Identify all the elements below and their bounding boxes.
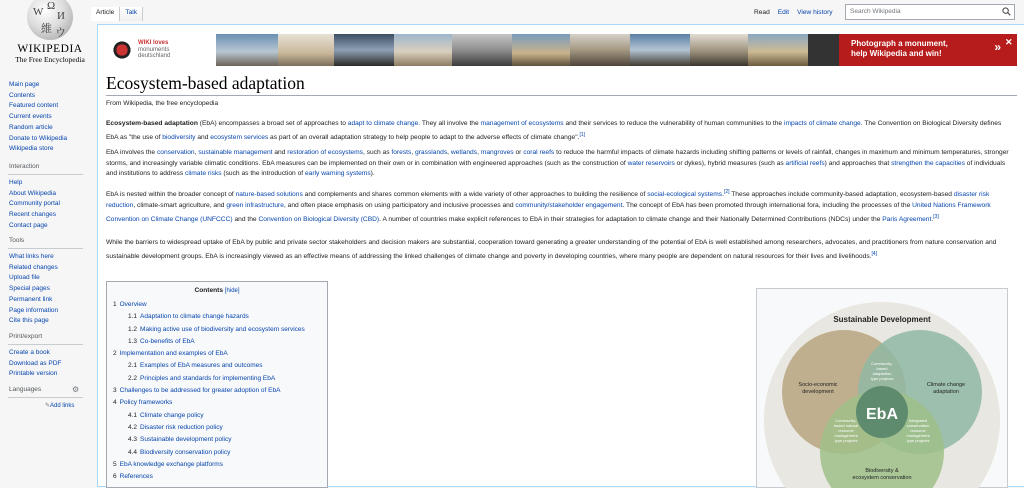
text: and	[272, 149, 288, 156]
toc-item-link[interactable]: Biodiversity conservation policy	[140, 448, 231, 456]
citation-link[interactable]: [2]	[723, 189, 730, 195]
text: and their services to reduce the vulnerability of human communities to the	[563, 120, 784, 127]
link-coral-reefs[interactable]: coral reefs	[523, 149, 555, 156]
venn-top-mid-3: adaptation	[872, 371, 892, 376]
toc-item-link[interactable]: Challenges to be addressed for greater adoption of EbA	[119, 387, 281, 395]
toc-item[interactable]	[113, 385, 321, 397]
toc-item-number: 1.2	[128, 325, 138, 333]
languages-portal	[9, 386, 97, 412]
text: . They all involve the	[418, 120, 481, 127]
text: (such as the introduction of	[221, 170, 305, 178]
nav-featured-content[interactable]: Featured content	[9, 102, 59, 110]
toc-item-link[interactable]: Overview	[119, 301, 147, 308]
text: and the	[232, 215, 259, 223]
add-links-link[interactable]	[9, 401, 97, 412]
text: and	[195, 133, 211, 141]
text: .	[722, 191, 724, 199]
eba-venn-diagram	[760, 292, 1004, 488]
nav-portal	[9, 80, 97, 155]
wlm-cta-line1: Photograph a monument,	[851, 39, 948, 48]
toc-item-link[interactable]: Examples of EbA measures and outcomes	[140, 362, 263, 370]
wlm-brand-line1: WIKI loves	[138, 40, 169, 47]
toc-item[interactable]	[113, 471, 321, 483]
link-grasslands[interactable]: grasslands	[415, 149, 448, 156]
toc-item[interactable]	[113, 410, 321, 422]
venn-bottom-label-1: Biodiversity &	[865, 468, 899, 474]
link-water-reservoirs[interactable]: water reservoirs	[627, 159, 675, 167]
venn-right-mid-5: type projects	[906, 438, 930, 443]
link-strengthen-capacities[interactable]: strengthen the capacities	[891, 159, 965, 167]
link-sustainable-management[interactable]: sustainable management	[198, 149, 273, 156]
link-mangroves[interactable]: mangroves	[480, 149, 514, 156]
wikipedia-tagline: The Free Encyclopedia	[15, 55, 85, 64]
toc-item-number: 3	[113, 387, 117, 395]
wikipedia-globe-icon: W Ω И 維 ウ	[27, 0, 73, 40]
venn-right-mid-1: Integrated	[908, 418, 928, 423]
text: EbA involves the	[106, 149, 157, 156]
monument-photo	[570, 34, 630, 66]
toc-item-link[interactable]: Policy frameworks	[119, 399, 173, 407]
paragraph-3	[106, 187, 1011, 226]
nav-recent-changes[interactable]: Recent changes	[9, 211, 56, 219]
text: , such as	[362, 149, 392, 156]
tool-what-links-here[interactable]: What links here	[9, 253, 54, 260]
toc-item-number: 4.2	[128, 423, 138, 431]
search-icon[interactable]	[1002, 7, 1011, 16]
venn-right-mid-3: resource	[910, 428, 926, 433]
text: ,	[194, 149, 199, 156]
toc-item[interactable]	[113, 422, 321, 434]
toc-item-link[interactable]: Co-benefits of EbA	[140, 337, 195, 345]
toc-item[interactable]	[113, 348, 321, 360]
toc-item-number: 2.2	[128, 374, 138, 382]
link-conservation[interactable]: conservation	[156, 149, 195, 156]
view-tabs	[750, 7, 837, 21]
venn-left-label-2: development	[802, 389, 834, 395]
tab-view-history[interactable]: View history	[797, 9, 833, 16]
link-green-infrastructure[interactable]: green infrastructure	[226, 201, 284, 209]
toc-item-number: 1.1	[128, 313, 138, 321]
venn-top-mid-1: Community-	[871, 361, 893, 366]
link-climate-risks[interactable]: climate risks	[185, 170, 222, 178]
paragraph-2	[106, 148, 1011, 180]
tool-related-changes[interactable]: Related changes	[9, 263, 58, 271]
toc-item-link[interactable]: References	[119, 473, 153, 481]
wlm-brand-line3: deutschland	[138, 53, 171, 60]
namespace-tabs	[91, 7, 143, 21]
link-adapt-to-climate-change[interactable]: adapt to climate change	[347, 120, 419, 127]
monument-photo	[690, 34, 748, 66]
tool-upload-file[interactable]: Upload file	[9, 274, 40, 282]
nav-random-article[interactable]: Random article	[9, 123, 53, 131]
venn-left-label-1: Socio-economic	[798, 382, 838, 388]
toc-title-label: Contents	[194, 287, 224, 294]
nav-help[interactable]: Help	[9, 179, 23, 186]
venn-title: Sustainable Development	[833, 315, 931, 324]
venn-left-mid-2: based natural	[833, 423, 859, 428]
tab-article[interactable]: Article	[91, 7, 120, 21]
tools-portal	[9, 237, 97, 327]
monument-photo	[630, 34, 690, 66]
wlm-cta-line2: help Wikipedia and win!	[851, 49, 942, 58]
text: and complements and shares common elements with a wide variety of other approaches to building the resilience of	[302, 191, 648, 199]
toc-item-link[interactable]: Sustainable development policy	[140, 436, 232, 444]
tool-cite-this-page[interactable]: Cite this page	[9, 317, 49, 325]
main-content	[97, 24, 1024, 487]
link-disaster-risk-reduction[interactable]: disaster risk reduction	[106, 191, 990, 209]
tab-edit[interactable]: Edit	[777, 9, 790, 16]
paragraph-4	[106, 238, 1011, 263]
toc-item-link[interactable]: Implementation and examples of EbA	[119, 350, 228, 358]
wlm-brand-line2: monuments	[138, 46, 170, 53]
portal-divider	[8, 344, 83, 345]
toc-item-number: 2.1	[128, 362, 138, 370]
text: or dykes), hybrid measures (such as	[674, 159, 786, 167]
toc-item-number: 1.3	[128, 337, 138, 345]
sidebar	[0, 0, 100, 487]
toc-item-number: 5	[113, 460, 117, 468]
toc-item-number: 4.3	[128, 436, 138, 444]
toc-item[interactable]	[113, 373, 321, 385]
toc-item-link[interactable]: Making active use of biodiversity and ecosystem services	[140, 325, 305, 333]
pencil-icon: ✎	[45, 403, 51, 409]
text: .	[931, 215, 934, 223]
toc-item-link[interactable]: Climate change policy	[140, 411, 204, 419]
toc-item-link[interactable]: Disaster risk reduction policy	[140, 423, 223, 431]
link-artificial-reefs[interactable]: artificial reefs	[785, 159, 825, 167]
link-impacts-of-climate-change[interactable]: impacts of climate change	[783, 120, 861, 127]
link-social-ecological-systems[interactable]: social-ecological systems	[647, 191, 723, 199]
venn-left-mid-1: Community-	[835, 418, 857, 423]
link-biodiversity[interactable]: biodiversity	[162, 133, 196, 141]
paragraph-intro	[106, 119, 1011, 144]
toc-item[interactable]	[113, 336, 321, 348]
venn-left-mid-4: management	[834, 433, 858, 438]
text: ) and approaches that	[824, 159, 892, 167]
text: , climate-smart agriculture, and	[133, 201, 227, 209]
tools-heading: Tools	[9, 237, 25, 244]
print-printable-version[interactable]: Printable version	[9, 370, 58, 378]
text: as part of an overall adaptation strategy to help people to adapt to the adverse effects of climate change".	[268, 133, 580, 141]
venn-center-label: EbA	[866, 406, 898, 423]
toc-item[interactable]	[113, 324, 321, 336]
toc-item[interactable]	[113, 434, 321, 446]
link-restoration-of-ecosystems[interactable]: restoration of ecosystems	[287, 149, 363, 156]
link-nature-based-solutions[interactable]: nature-based solutions	[235, 191, 303, 199]
text: EbA is nested within the broader concept of	[106, 191, 236, 199]
venn-right-label-2: adaptation	[933, 389, 959, 395]
citation-link[interactable]: [3]	[933, 213, 939, 220]
chevron-right-icon: »	[994, 40, 1001, 54]
wikipedia-logo[interactable]	[8, 0, 92, 70]
portal-divider	[8, 397, 83, 398]
toc-item-number: 4.1	[128, 411, 138, 419]
text: . A number of countries make explicit references to EbA in their strategies for adaptation to climate change and their Nationally Determined Contributions (NDCs) under the	[379, 215, 883, 223]
toc-item-number: 2	[113, 350, 117, 358]
link-cbd[interactable]: Convention on Biological Diversity (CBD)	[258, 215, 380, 223]
nav-donate[interactable]: Donate to Wikipedia	[9, 134, 68, 142]
citation-link[interactable]: [1]	[579, 131, 585, 138]
gear-icon[interactable]: ⚙	[72, 385, 80, 394]
monument-photo	[278, 34, 334, 66]
tool-page-information[interactable]: Page information	[9, 306, 59, 314]
nav-current-events[interactable]: Current events	[9, 113, 52, 121]
toc-item[interactable]	[113, 447, 321, 459]
nav-about[interactable]: About Wikipedia	[9, 189, 56, 197]
print-download-pdf[interactable]: Download as PDF	[9, 359, 62, 367]
text: ).	[370, 170, 375, 178]
toc-item[interactable]	[113, 397, 321, 409]
nav-community-portal[interactable]: Community portal	[9, 200, 60, 208]
lead-term: Ecosystem-based adaptation	[106, 120, 198, 127]
toc-list	[113, 299, 321, 483]
toc-title	[113, 287, 321, 294]
table-of-contents	[106, 281, 328, 488]
venn-right-mid-4: management	[906, 433, 930, 438]
interaction-heading: Interaction	[9, 163, 40, 170]
search-placeholder: Search Wikipedia	[850, 8, 901, 15]
link-unfccc[interactable]: United Nations Framework Convention on Climate Change (UNFCCC)	[106, 201, 991, 223]
toc-item-number: 1	[113, 301, 117, 308]
monument-photo	[452, 34, 512, 66]
text: ,	[447, 149, 451, 156]
venn-right-label-1: Climate change	[926, 382, 966, 388]
link-wetlands[interactable]: wetlands	[450, 149, 478, 156]
nav-contact-page[interactable]: Contact page	[9, 221, 48, 229]
monument-photo	[334, 34, 394, 66]
nav-main-page[interactable]: Main page	[9, 81, 40, 88]
wlm-brand	[106, 34, 216, 66]
link-forests[interactable]: forests	[391, 149, 412, 156]
monument-photo	[748, 34, 808, 66]
languages-heading	[9, 386, 97, 393]
venn-right-mid-2: conservation	[906, 423, 930, 428]
print-portal	[9, 333, 97, 380]
monument-photo	[216, 34, 278, 66]
toc-item-number: 4	[113, 399, 117, 407]
venn-left-mid-3: resource	[838, 428, 854, 433]
wlm-brand-text	[138, 40, 170, 60]
link-management-of-ecosystems[interactable]: management of ecosystems	[480, 120, 564, 127]
toc-item-link[interactable]: EbA knowledge exchange platforms	[119, 460, 223, 468]
text: of individuals and institutions to address	[106, 159, 1006, 178]
portal-divider	[8, 248, 83, 249]
monument-photo	[512, 34, 570, 66]
text: or	[513, 149, 524, 156]
venn-left-mid-5: type projects	[834, 438, 858, 443]
wlm-logo-icon	[112, 40, 132, 60]
tool-permanent-link[interactable]: Permanent link	[9, 295, 53, 303]
monument-photo	[394, 34, 452, 66]
wikipedia-wordmark: WIKIPEDIA	[17, 43, 83, 55]
text: (EbA) encompasses a broad set of approaches to	[197, 120, 348, 127]
page-title: Ecosystem-based adaptation	[106, 73, 305, 93]
eba-venn-figure[interactable]	[756, 288, 1008, 488]
text: , and often place emphasis on using participatory and inclusive processes and	[283, 201, 516, 209]
link-community-stakeholder-engagement[interactable]: community/stakeholder engagement	[515, 201, 623, 209]
page-subtitle: From Wikipedia, the free encyclopedia	[106, 100, 219, 107]
languages-label: Languages	[9, 386, 42, 393]
interaction-portal	[9, 163, 97, 232]
link-ecosystem-services[interactable]: ecosystem services	[210, 133, 269, 141]
text: These approaches include community-based adaptation, ecosystem-based	[729, 191, 954, 199]
toc-hide-toggle[interactable]: [hide]	[224, 288, 240, 294]
venn-top-mid-2: based	[876, 366, 888, 371]
venn-top-mid-4: type projects	[870, 376, 894, 381]
print-heading: Print/export	[9, 333, 43, 340]
nav-contents[interactable]: Contents	[9, 91, 36, 99]
add-links-label: Add links	[50, 403, 75, 409]
toc-item[interactable]	[113, 299, 321, 311]
toc-item[interactable]	[113, 311, 321, 323]
link-early-warning-systems[interactable]: early warning systems	[304, 170, 371, 178]
toc-item-number: 4.4	[128, 448, 138, 456]
wlm-cta[interactable]	[839, 34, 1017, 66]
link-paris-agreement[interactable]: Paris Agreement	[882, 215, 932, 223]
text: ,	[411, 149, 416, 156]
citation-link[interactable]: [4]	[871, 250, 878, 257]
title-divider	[106, 95, 1017, 96]
portal-divider	[8, 174, 83, 175]
text: to reduce the harmful impacts of climate hazards including shifting patterns or levels of rainfall, changes in maximum and minimum temperatures, stronger storms, and increasingly variable climatic conditions. EbA measures can be implemented on their own or in combination with engineered approaches (such as the construction of	[106, 149, 1009, 167]
toc-item[interactable]	[113, 360, 321, 372]
nav-store[interactable]: Wikipedia store	[9, 145, 54, 153]
toc-item[interactable]	[113, 459, 321, 471]
venn-bottom-label-2: ecosystem conservation	[852, 475, 912, 481]
text: While the barriers to widespread uptake of EbA by public and private sector stakeholders and decision makers are substantial, cooperation toward generating a greater understanding of the potential of EbA is well established among researchers, advocates, and practitioners from nature conservation and sustainable development groups. EbA is increasingly viewed as an effective means of addressing the linked challenges of climate change and poverty in developing countries, where many people are dependent on natural resources for their lives and livelihoods.	[106, 239, 997, 260]
toc-item-number: 6	[113, 473, 117, 481]
print-create-book[interactable]: Create a book	[9, 349, 50, 356]
tab-read[interactable]: Read	[754, 9, 770, 16]
toc-item-link[interactable]: Principles and standards for implementing EbA	[140, 374, 276, 382]
tab-talk[interactable]: Talk	[120, 7, 143, 21]
toc-item-link[interactable]: Adaptation to climate change hazards	[140, 313, 249, 321]
search-input[interactable]	[845, 4, 1015, 20]
text: ,	[477, 149, 481, 156]
text: . The concept of EbA has been promoted through international fora, including the processes of the	[622, 201, 913, 209]
close-icon[interactable]: ✕	[1005, 37, 1013, 47]
wlm-banner[interactable]	[106, 34, 1017, 66]
tool-special-pages[interactable]: Special pages	[9, 285, 50, 293]
text: . The Convention on Biological Diversity defines EbA as "the use of	[106, 120, 1002, 141]
